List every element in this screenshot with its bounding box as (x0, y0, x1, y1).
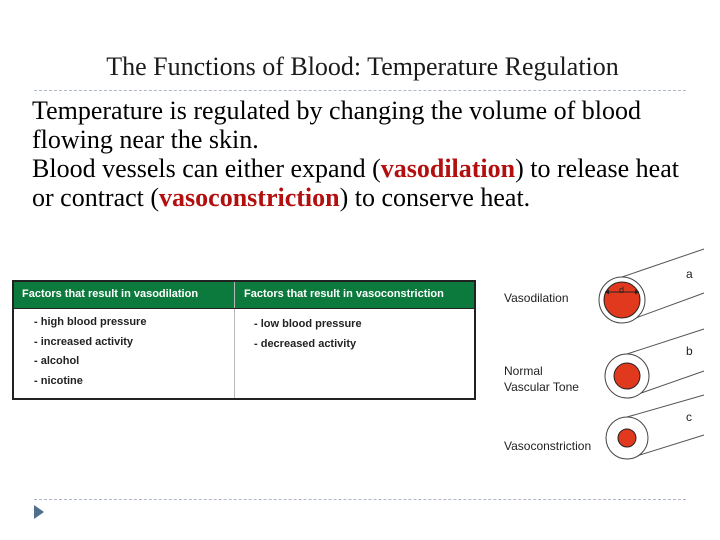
paragraph-1: Temperature is regulated by changing the volume of blood flowing near the skin. (32, 96, 641, 154)
diameter-label: d (619, 285, 625, 295)
label-vasoconstriction: Vasoconstriction (504, 439, 592, 453)
header-vasodilation: Factors that result in vasodilation (22, 288, 199, 300)
header-vasoconstriction: Factors that result in vasoconstriction (244, 288, 444, 300)
paragraph-2-end: ) to conserve heat. (339, 183, 531, 212)
term-vasodilation: vasodilation (380, 154, 516, 183)
list-item: - high blood pressure (34, 316, 147, 328)
letter-c: c (686, 410, 692, 424)
table-header (14, 282, 474, 308)
list-item: - increased activity (34, 335, 134, 348)
vessel-dilated (599, 249, 704, 323)
vessel-constricted (606, 395, 704, 459)
footer-divider (34, 499, 686, 500)
vasodilation-factors-list (34, 316, 146, 394)
label-normal: Normal (504, 364, 543, 378)
list-item: - alcohol (34, 355, 80, 367)
paragraph-2-start: Blood vessels can either expand ( (32, 154, 381, 183)
label-vasodilation: Vasodilation (504, 291, 569, 305)
body-text (32, 96, 682, 212)
vasoconstriction-factors-list (254, 318, 362, 357)
vessel-diagram (482, 245, 712, 460)
vessel-diagram-art (482, 245, 712, 460)
letter-b: b (686, 344, 693, 358)
header-rule (14, 308, 474, 309)
letter-a: a (686, 267, 693, 281)
page-title: The Functions of Blood: Temperature Regulation (106, 52, 619, 81)
paragraph-2 (32, 154, 682, 212)
term-vasoconstriction: vasoconstriction (159, 183, 340, 212)
list-item: - nicotine (34, 374, 83, 387)
paragraph-2-middle: ) to release heat or contract ( (32, 154, 679, 212)
factors-table (12, 280, 476, 400)
label-vascular-tone: Vascular Tone (504, 380, 579, 394)
title-divider (34, 90, 686, 91)
list-item: - low blood pressure (254, 318, 362, 330)
column-divider (234, 282, 235, 398)
vessel-normal (605, 329, 704, 398)
bullet-arrow-icon (34, 505, 44, 519)
list-item: - decreased activity (254, 337, 357, 350)
